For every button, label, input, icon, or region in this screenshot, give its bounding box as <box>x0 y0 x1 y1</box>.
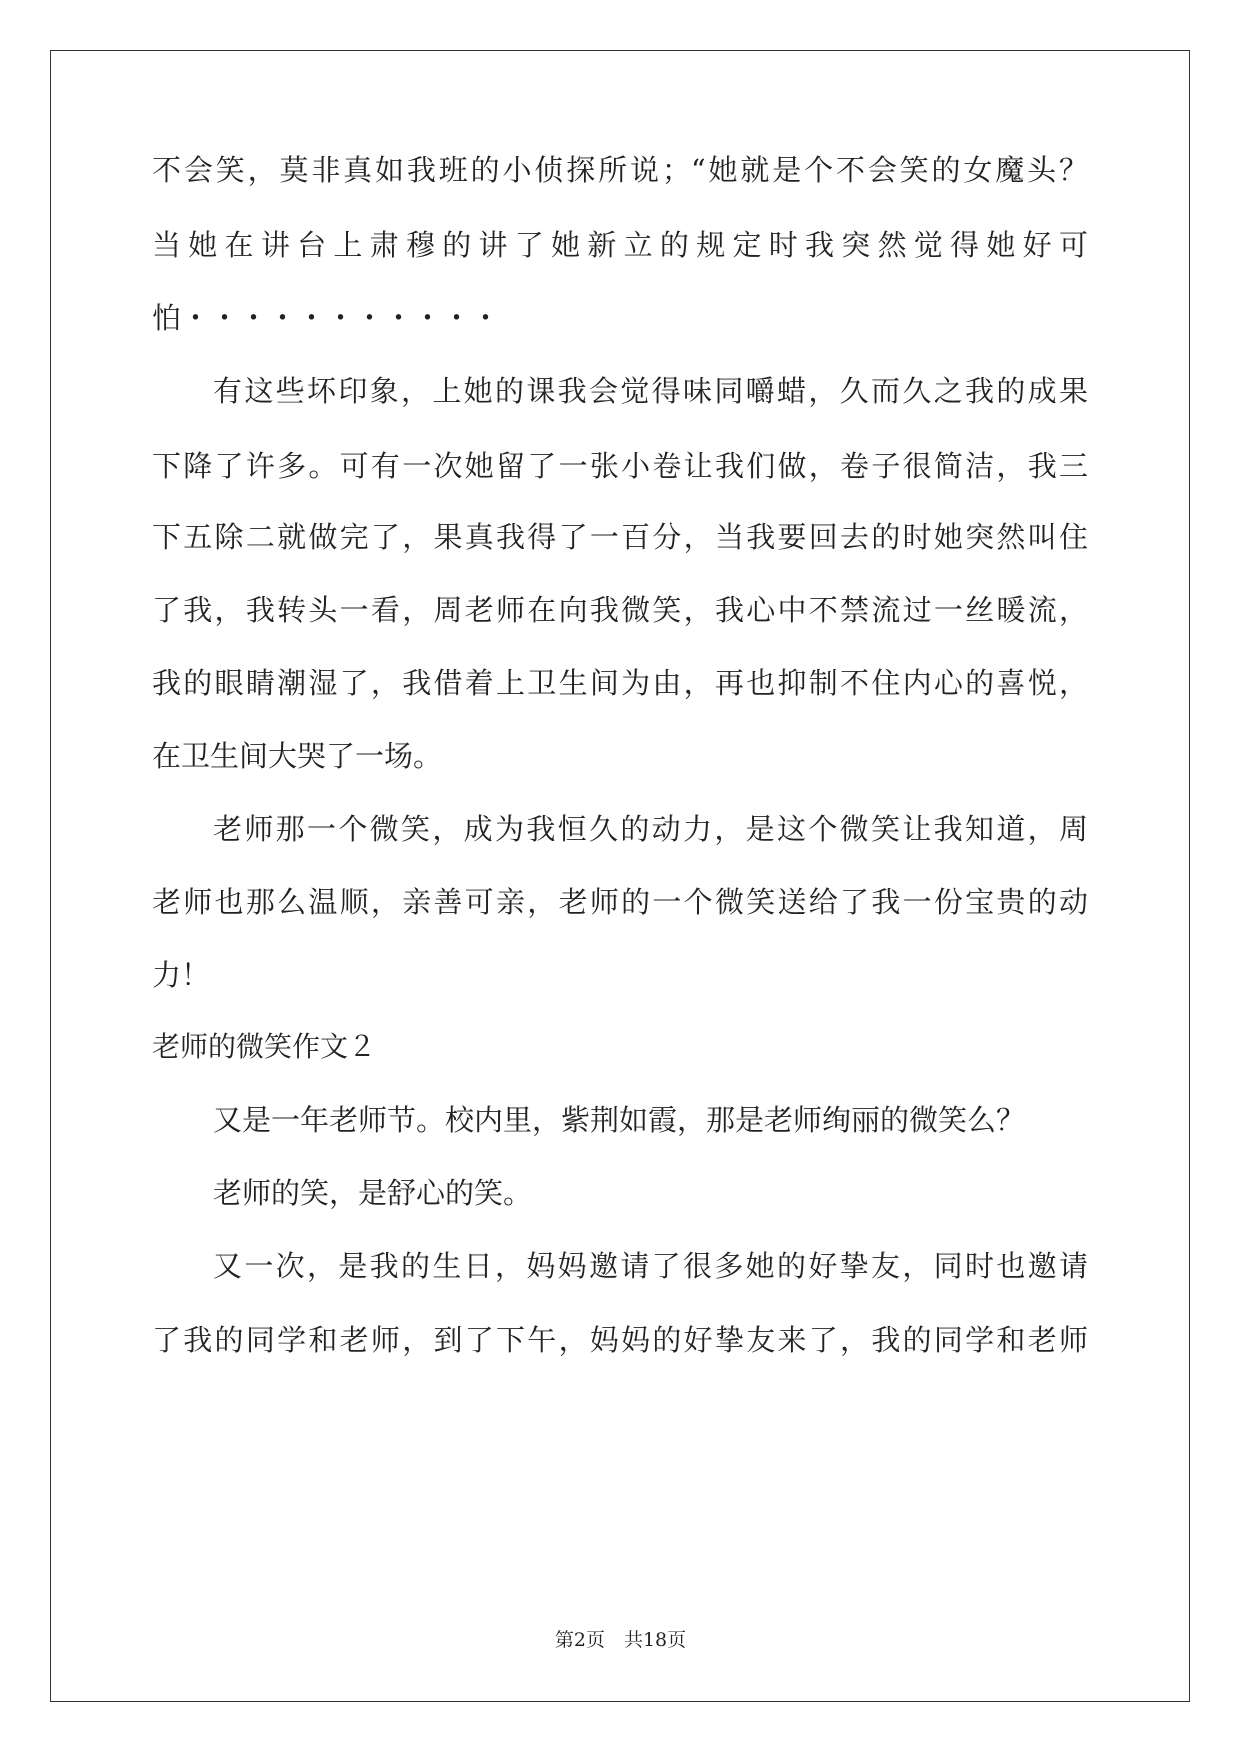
body-line: 下降了许多。可有一次她留了一张小卷让我们做，卷子很简洁，我三 <box>152 449 1088 483</box>
paragraph-first-line: 又是一年老师节。校内里，紫荆如霞，那是老师绚丽的微笑么？ <box>213 1103 1026 1137</box>
section-heading: 老师的微笑作文２ <box>152 1030 377 1063</box>
paragraph-first-line: 有这些坏印象，上她的课我会觉得味同嚼蜡，久而久之我的成果 <box>213 374 1088 408</box>
body-line: 了我，我转头一看，周老师在向我微笑，我心中不禁流过一丝暖流， <box>152 593 1088 627</box>
page-number: 第2页 共18页 <box>554 1629 687 1651</box>
body-line: 下五除二就做完了，果真我得了一百分，当我要回去的时她突然叫住 <box>152 520 1088 554</box>
body-line: 当她在讲台上肃穆的讲了她新立的规定时我突然觉得她好可 <box>152 228 1088 262</box>
paragraph-first-line: 老师那一个微笑，成为我恒久的动力，是这个微笑让我知道，周 <box>213 812 1088 846</box>
body-line: 我的眼睛潮湿了，我借着上卫生间为由，再也抑制不住内心的喜悦， <box>152 666 1088 700</box>
paragraph-first-line: 老师的笑，是舒心的笑。 <box>213 1176 533 1210</box>
body-line: 不会笑，莫非真如我班的小侦探所说；“她就是个不会笑的女魔头？ <box>152 153 1088 187</box>
body-line: 在卫生间大哭了一场。 <box>152 739 443 773</box>
paragraph-first-line: 又一次，是我的生日，妈妈邀请了很多她的好挚友，同时也邀请 <box>213 1249 1088 1283</box>
body-line: 了我的同学和老师，到了下午，妈妈的好挚友来了，我的同学和老师 <box>152 1323 1088 1357</box>
body-line: 怕・・・・・・・・・・・ <box>152 301 501 335</box>
body-line: 老师也那么温顺，亲善可亲，老师的一个微笑送给了我一份宝贵的动 <box>152 885 1088 919</box>
body-line: 力！ <box>152 958 211 992</box>
